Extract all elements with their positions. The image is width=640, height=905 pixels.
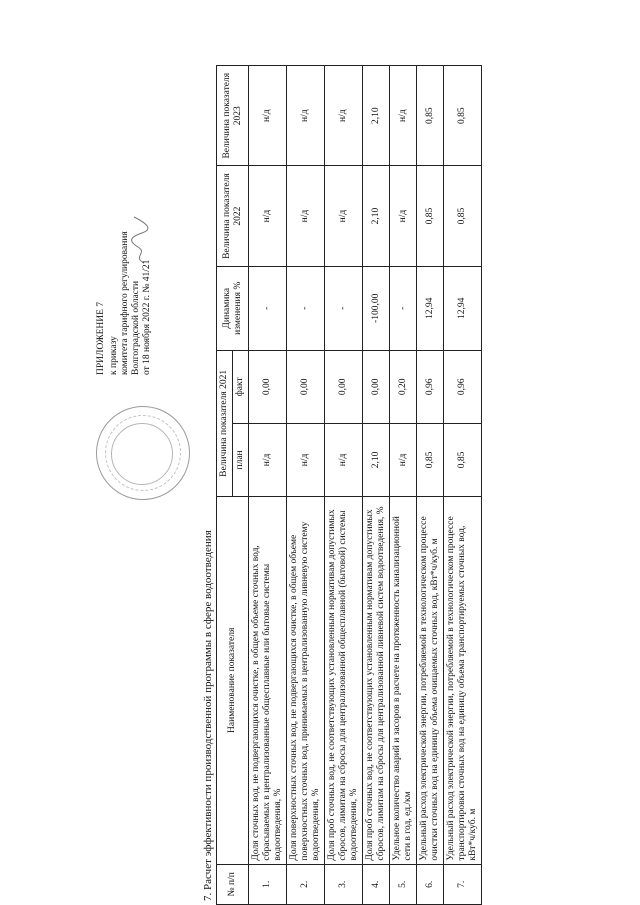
efficiency-table [216, 65, 482, 905]
row-fact: 0,96 [417, 350, 444, 423]
row-plan: 0,85 [444, 423, 482, 496]
row-num: 7. [444, 864, 482, 904]
row-plan: 0,85 [417, 423, 444, 496]
row-num: 6. [417, 864, 444, 904]
row-dynamics: -100,00 [363, 266, 390, 350]
header-value-2021: Величина показателя 2021 [217, 350, 233, 496]
row-num: 4. [363, 864, 390, 904]
appendix-line-region: Волгоградской области [131, 280, 141, 375]
section-title: 7. Расчет эффективности производственной программы в сфере водоотведения [202, 530, 214, 901]
row-plan: н/д [390, 423, 417, 496]
row-value-2022: н/д [287, 166, 325, 266]
row-value-2023: н/д [287, 66, 325, 166]
row-name: Доля проб сточных вод, не соответствующих установленным нормативам допустимых сбросов, лимитам на сбросы для централизованной общесплавной (бытовой) системы водоотведения, % [325, 496, 363, 864]
header-name: Наименование показателя [217, 496, 249, 864]
table-row [325, 66, 363, 905]
table-row [390, 66, 417, 905]
row-num: 3. [325, 864, 363, 904]
header-value-2023: Величина показателя 2023 [217, 66, 249, 166]
row-name: Доля сточных вод, не подвергающихся очистке, в общем объеме сточных вод, сбрасываемых в централизованные общесплавные или бытовые системы водоотведения, % [249, 496, 287, 864]
header-num: № п/п [217, 864, 249, 904]
row-num: 1. [249, 864, 287, 904]
row-value-2022: н/д [390, 166, 417, 266]
row-plan: н/д [325, 423, 363, 496]
header-dynamics: Динамика изменения % [217, 266, 249, 350]
row-fact: 0,96 [444, 350, 482, 423]
appendix-line-committee: комитета тарифного регулирования [120, 231, 130, 375]
row-name: Доля поверхностных сточных вод, не подвергающихся очистке, в общем объеме поверхностных сточных вод, принимаемых в централизованную ливневую систему водоотведения, % [287, 496, 325, 864]
row-value-2023: 2,10 [363, 66, 390, 166]
row-fact: 0,00 [249, 350, 287, 423]
table-row [444, 66, 482, 905]
row-value-2022: 0,85 [444, 166, 482, 266]
row-value-2022: н/д [249, 166, 287, 266]
row-fact: 0,20 [390, 350, 417, 423]
row-name: Удельное количество аварий и засоров в расчете на протяженность канализационной сети в год, ед./км [390, 496, 417, 864]
row-value-2022: 0,85 [417, 166, 444, 266]
table-row [417, 66, 444, 905]
row-value-2023: н/д [390, 66, 417, 166]
official-seal [96, 406, 190, 500]
rotated-landscape-sheet [90, 55, 560, 905]
header-plan: план [233, 423, 249, 496]
row-name: Доля проб сточных вод, не соответствующих установленным нормативам допустимых сбросов, лимитам на сбросы для централизованной ливневой систем водоотведения, % [363, 496, 390, 864]
appendix-line-date: от 18 ноября 2022 г. № 41/21 [142, 259, 152, 375]
row-value-2022: н/д [325, 166, 363, 266]
row-fact: 0,00 [325, 350, 363, 423]
row-dynamics: - [249, 266, 287, 350]
header-value-2022: Величина показателя 2022 [217, 166, 249, 266]
row-name: Удельный расход электрической энергии, потребляемой в технологическом процессе транспортировки сточных вод на единицу объема транспортируемых сточных вод, кВт*ч/куб. м [444, 496, 482, 864]
row-value-2023: 0,85 [417, 66, 444, 166]
row-num: 5. [390, 864, 417, 904]
row-fact: 0,00 [287, 350, 325, 423]
row-value-2022: 2,10 [363, 166, 390, 266]
row-value-2023: н/д [249, 66, 287, 166]
row-num: 2. [287, 864, 325, 904]
row-plan: 2,10 [363, 423, 390, 496]
row-dynamics: - [287, 266, 325, 350]
row-fact: 0,00 [363, 350, 390, 423]
row-dynamics: - [325, 266, 363, 350]
header-fact: факт [233, 350, 249, 423]
row-plan: н/д [249, 423, 287, 496]
appendix-title: ПРИЛОЖЕНИЕ 7 [96, 301, 106, 375]
appendix-line-order: к приказу [109, 336, 119, 375]
row-dynamics: - [390, 266, 417, 350]
row-value-2023: н/д [325, 66, 363, 166]
row-dynamics: 12,94 [417, 266, 444, 350]
row-name: Удельный расход электрической энергии, потребляемой в технологическом процессе очистки сточных вод на единицу объема очищаемых сточных вод, кВт*ч/куб. м [417, 496, 444, 864]
appendix-header [96, 75, 153, 375]
table-row [363, 66, 390, 905]
seal-inner-ring [105, 415, 181, 491]
table-row [249, 66, 287, 905]
row-plan: н/д [287, 423, 325, 496]
row-dynamics: 12,94 [444, 266, 482, 350]
table-row [287, 66, 325, 905]
row-value-2023: 0,85 [444, 66, 482, 166]
